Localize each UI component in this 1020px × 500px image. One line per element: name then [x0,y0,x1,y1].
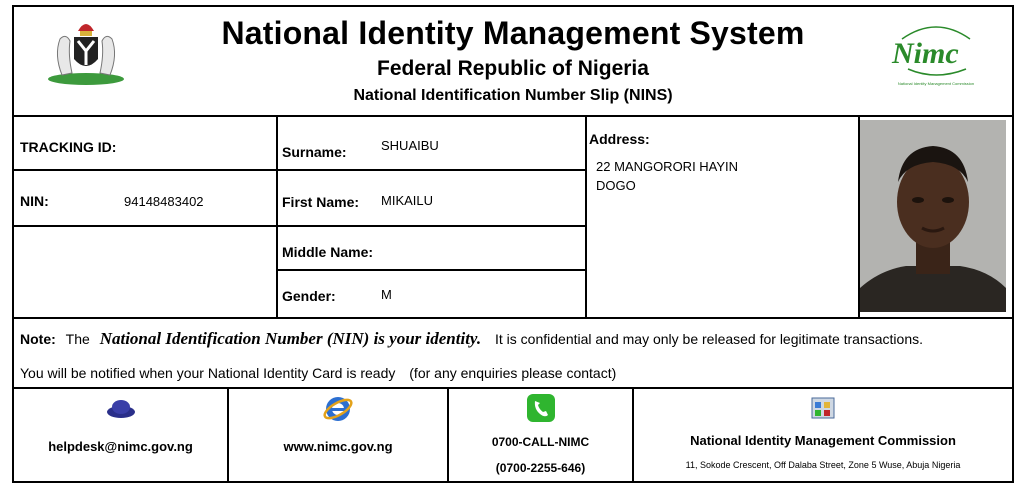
gender-value: M [381,287,392,302]
note-line-1 [20,329,923,349]
footer-office-cell [634,389,1012,483]
address-label: Address: [589,131,650,147]
nin-label: NIN: [20,193,49,209]
slip-title: National Identification Number Slip (NINS) [353,87,673,104]
grid-divider [14,169,585,171]
country-title: Federal Republic of Nigeria [377,57,649,80]
note-notified: You will be notified when your National Identity Card is ready [20,365,396,381]
office-building-icon [810,395,836,421]
address-line2: DOGO [596,178,636,193]
note-lead: The [65,331,90,347]
address-line1: 22 MANGORORI HAYIN [596,159,739,174]
grid-divider [14,225,585,227]
phone-icon [526,393,556,423]
note-line-2 [20,365,616,381]
surname-label: Surname: [282,144,347,160]
note-enquiries: (for any enquiries please contact) [409,365,617,381]
system-title: National Identity Management System [221,15,805,51]
tracking-id-label: TRACKING ID: [20,139,117,155]
nin-slip [12,5,1014,483]
footer-website-cell [229,389,447,483]
org-address: 11, Sokode Crescent, Off Dalaba Street, Zone 5 Wuse, Abuja Nigeria [685,460,961,470]
nimc-logo [888,15,984,87]
first-name-label: First Name: [282,194,360,210]
email-icon [106,399,136,419]
first-name-value: MIKAILU [381,193,434,208]
footer-phone-cell [449,389,632,483]
org-name: National Identity Management Commission [690,433,956,448]
grid-divider [276,115,278,319]
nimc-logo-text: Nimc [892,37,959,70]
footer-email-cell [14,389,227,483]
gender-label: Gender: [282,288,336,304]
phone-number-2[interactable]: (0700-2255-646) [495,461,586,475]
note-label: Note: [20,331,56,347]
grid-divider [585,115,587,319]
nin-value: 94148483402 [124,194,204,209]
slip-header [14,7,1012,117]
middle-name-label: Middle Name: [282,244,374,260]
website-link[interactable]: www.nimc.gov.ng [283,439,393,454]
internet-explorer-icon [322,393,354,425]
grid-divider [276,269,585,271]
nimc-logo-ring-text: National Identity Management Commission [897,81,975,86]
helpdesk-email[interactable]: helpdesk@nimc.gov.ng [48,439,193,454]
holder-photo [860,120,1006,312]
grid-divider [14,317,1012,319]
note-emphasis: National Identification Number (NIN) is your identity. [99,329,482,348]
note-rest: It is confidential and may only be released for legitimate transactions. [495,331,924,347]
phone-number-1[interactable]: 0700-CALL-NIMC [491,435,590,449]
surname-value: SHUAIBU [381,138,439,153]
